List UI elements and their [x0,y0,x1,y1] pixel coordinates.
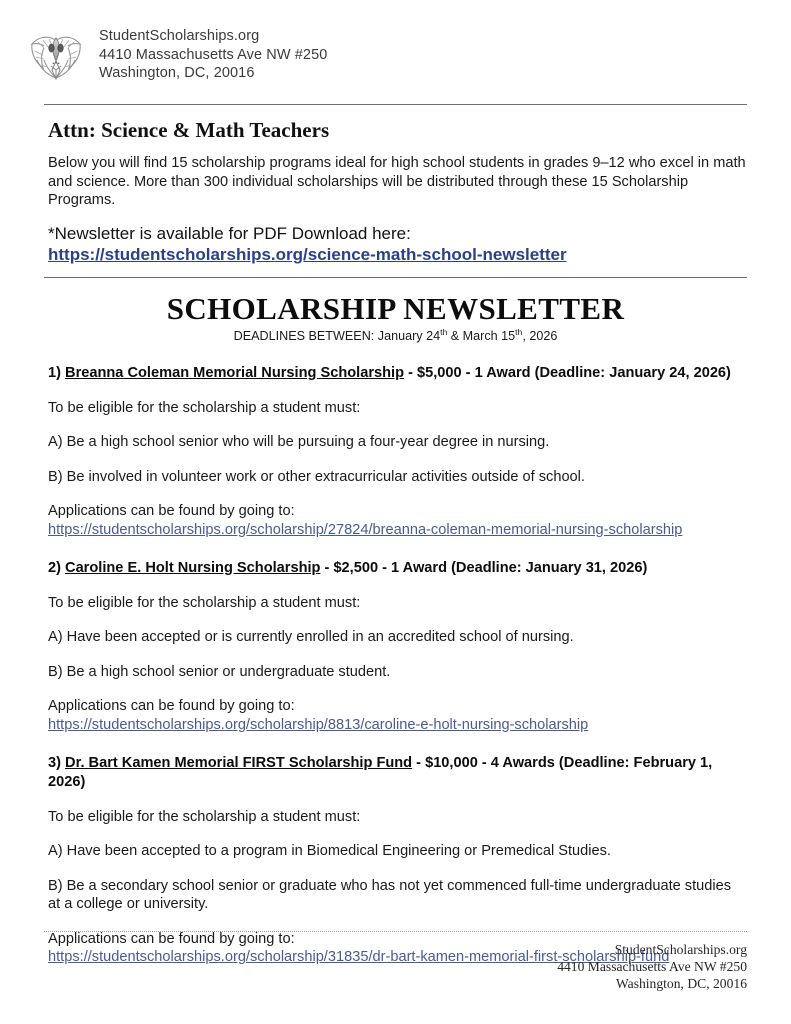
subtitle-prefix: DEADLINES BETWEEN: January 24 [233,328,441,343]
entry-number: 2) [48,559,66,576]
footer-line-site: StudentScholarships.org [614,942,747,957]
requirement-b: B) Be a high school senior or undergraduate student. [48,663,391,680]
scholarship-entry [44,364,747,539]
entry-number: 3) [48,754,66,771]
pdf-download-label: *Newsletter is available for PDF Download here: [48,223,411,243]
apply-link[interactable]: https://studentscholarships.org/scholarship/31835/dr-bart-kamen-memorial-first-scholarship-fund [48,949,670,965]
subtitle-sup-second: th [515,326,523,337]
subtitle-middle: & March 15 [447,328,516,343]
footer-line-city: Washington, DC, 20016 [615,976,747,991]
title-block [44,292,747,344]
page-title: SCHOLARSHIP NEWSLETTER [166,290,625,326]
subtitle-suffix: , 2026 [522,328,558,343]
eligibility-intro: To be eligible for the scholarship a student must: [48,594,361,611]
letterhead-line-site: StudentScholarships.org [99,28,260,44]
eligibility-intro: To be eligible for the scholarship a student must: [48,808,361,825]
letterhead-address [99,26,327,83]
deadline-subtitle [44,328,747,344]
intro-paragraph: Below you will find 15 scholarship programs ideal for high school students in grades 9–12 who excel in math and science. More than 300 individual scholarships will be distributed through these 15 Scholarship Programs. [48,155,746,208]
apply-label: Applications can be found by going to: [48,698,295,714]
divider-top [44,104,747,105]
scholarship-list [44,364,747,967]
apply-link[interactable]: https://studentscholarships.org/scholarship/27824/breanna-coleman-memorial-nursing-scholarship [48,521,683,538]
apply-label: Applications can be found by going to: [48,503,295,519]
eligibility-intro: To be eligible for the scholarship a student must: [48,399,361,416]
requirement-a: A) Have been accepted or is currently enrolled in an accredited school of nursing. [48,629,574,645]
attn-heading: Attn: Science & Math Teachers [48,118,330,142]
eagle-crest-logo-icon [25,26,87,88]
apply-label: Applications can be found by going to: [48,930,295,947]
requirement-b: B) Be involved in volunteer work or other extracurricular activities outside of school. [48,468,585,485]
letterhead-line-street: 4410 Massachusetts Ave NW #250 [99,46,328,63]
requirement-a: A) Have been accepted to a program in Biomedical Engineering or Premedical Studies. [48,843,611,859]
subtitle-sup-first: th [440,326,448,337]
divider-middle [44,277,747,278]
entry-name: Caroline E. Holt Nursing Scholarship [65,559,321,576]
entry-details: - $10,000 - 4 Awards (Deadline: February 1, 2026) [48,754,713,790]
entry-details: - $2,500 - 1 Award (Deadline: January 31, 2026) [320,559,648,576]
entry-title [48,364,747,383]
entry-name: Dr. Bart Kamen Memorial FIRST Scholarship Fund [65,754,413,771]
pdf-download-link[interactable]: https://studentscholarships.org/science-math-school-newsletter [48,244,567,264]
footer-address [44,941,747,992]
requirement-b: B) Be a secondary school senior or graduate who has not yet commenced full-time undergraduate studies at a college or university. [48,877,732,912]
footer [44,931,747,992]
footer-divider [44,931,747,932]
scholarship-entry [44,559,747,734]
footer-line-street: 4410 Massachusetts Ave NW #250 [557,959,747,974]
entry-title [48,559,747,578]
requirement-a: A) Be a high school senior who will be pursuing a four-year degree in nursing. [48,434,550,450]
entry-number: 1) [48,364,66,381]
letterhead-line-city: Washington, DC, 20016 [99,65,255,81]
entry-details: - $5,000 - 1 Award (Deadline: January 24, 2026) [404,364,731,381]
entry-title [48,754,747,792]
entry-name: Breanna Coleman Memorial Nursing Scholarship [65,364,405,381]
letterhead [44,0,747,88]
apply-link[interactable]: https://studentscholarships.org/scholarship/8813/caroline-e-holt-nursing-scholarship [48,716,589,733]
